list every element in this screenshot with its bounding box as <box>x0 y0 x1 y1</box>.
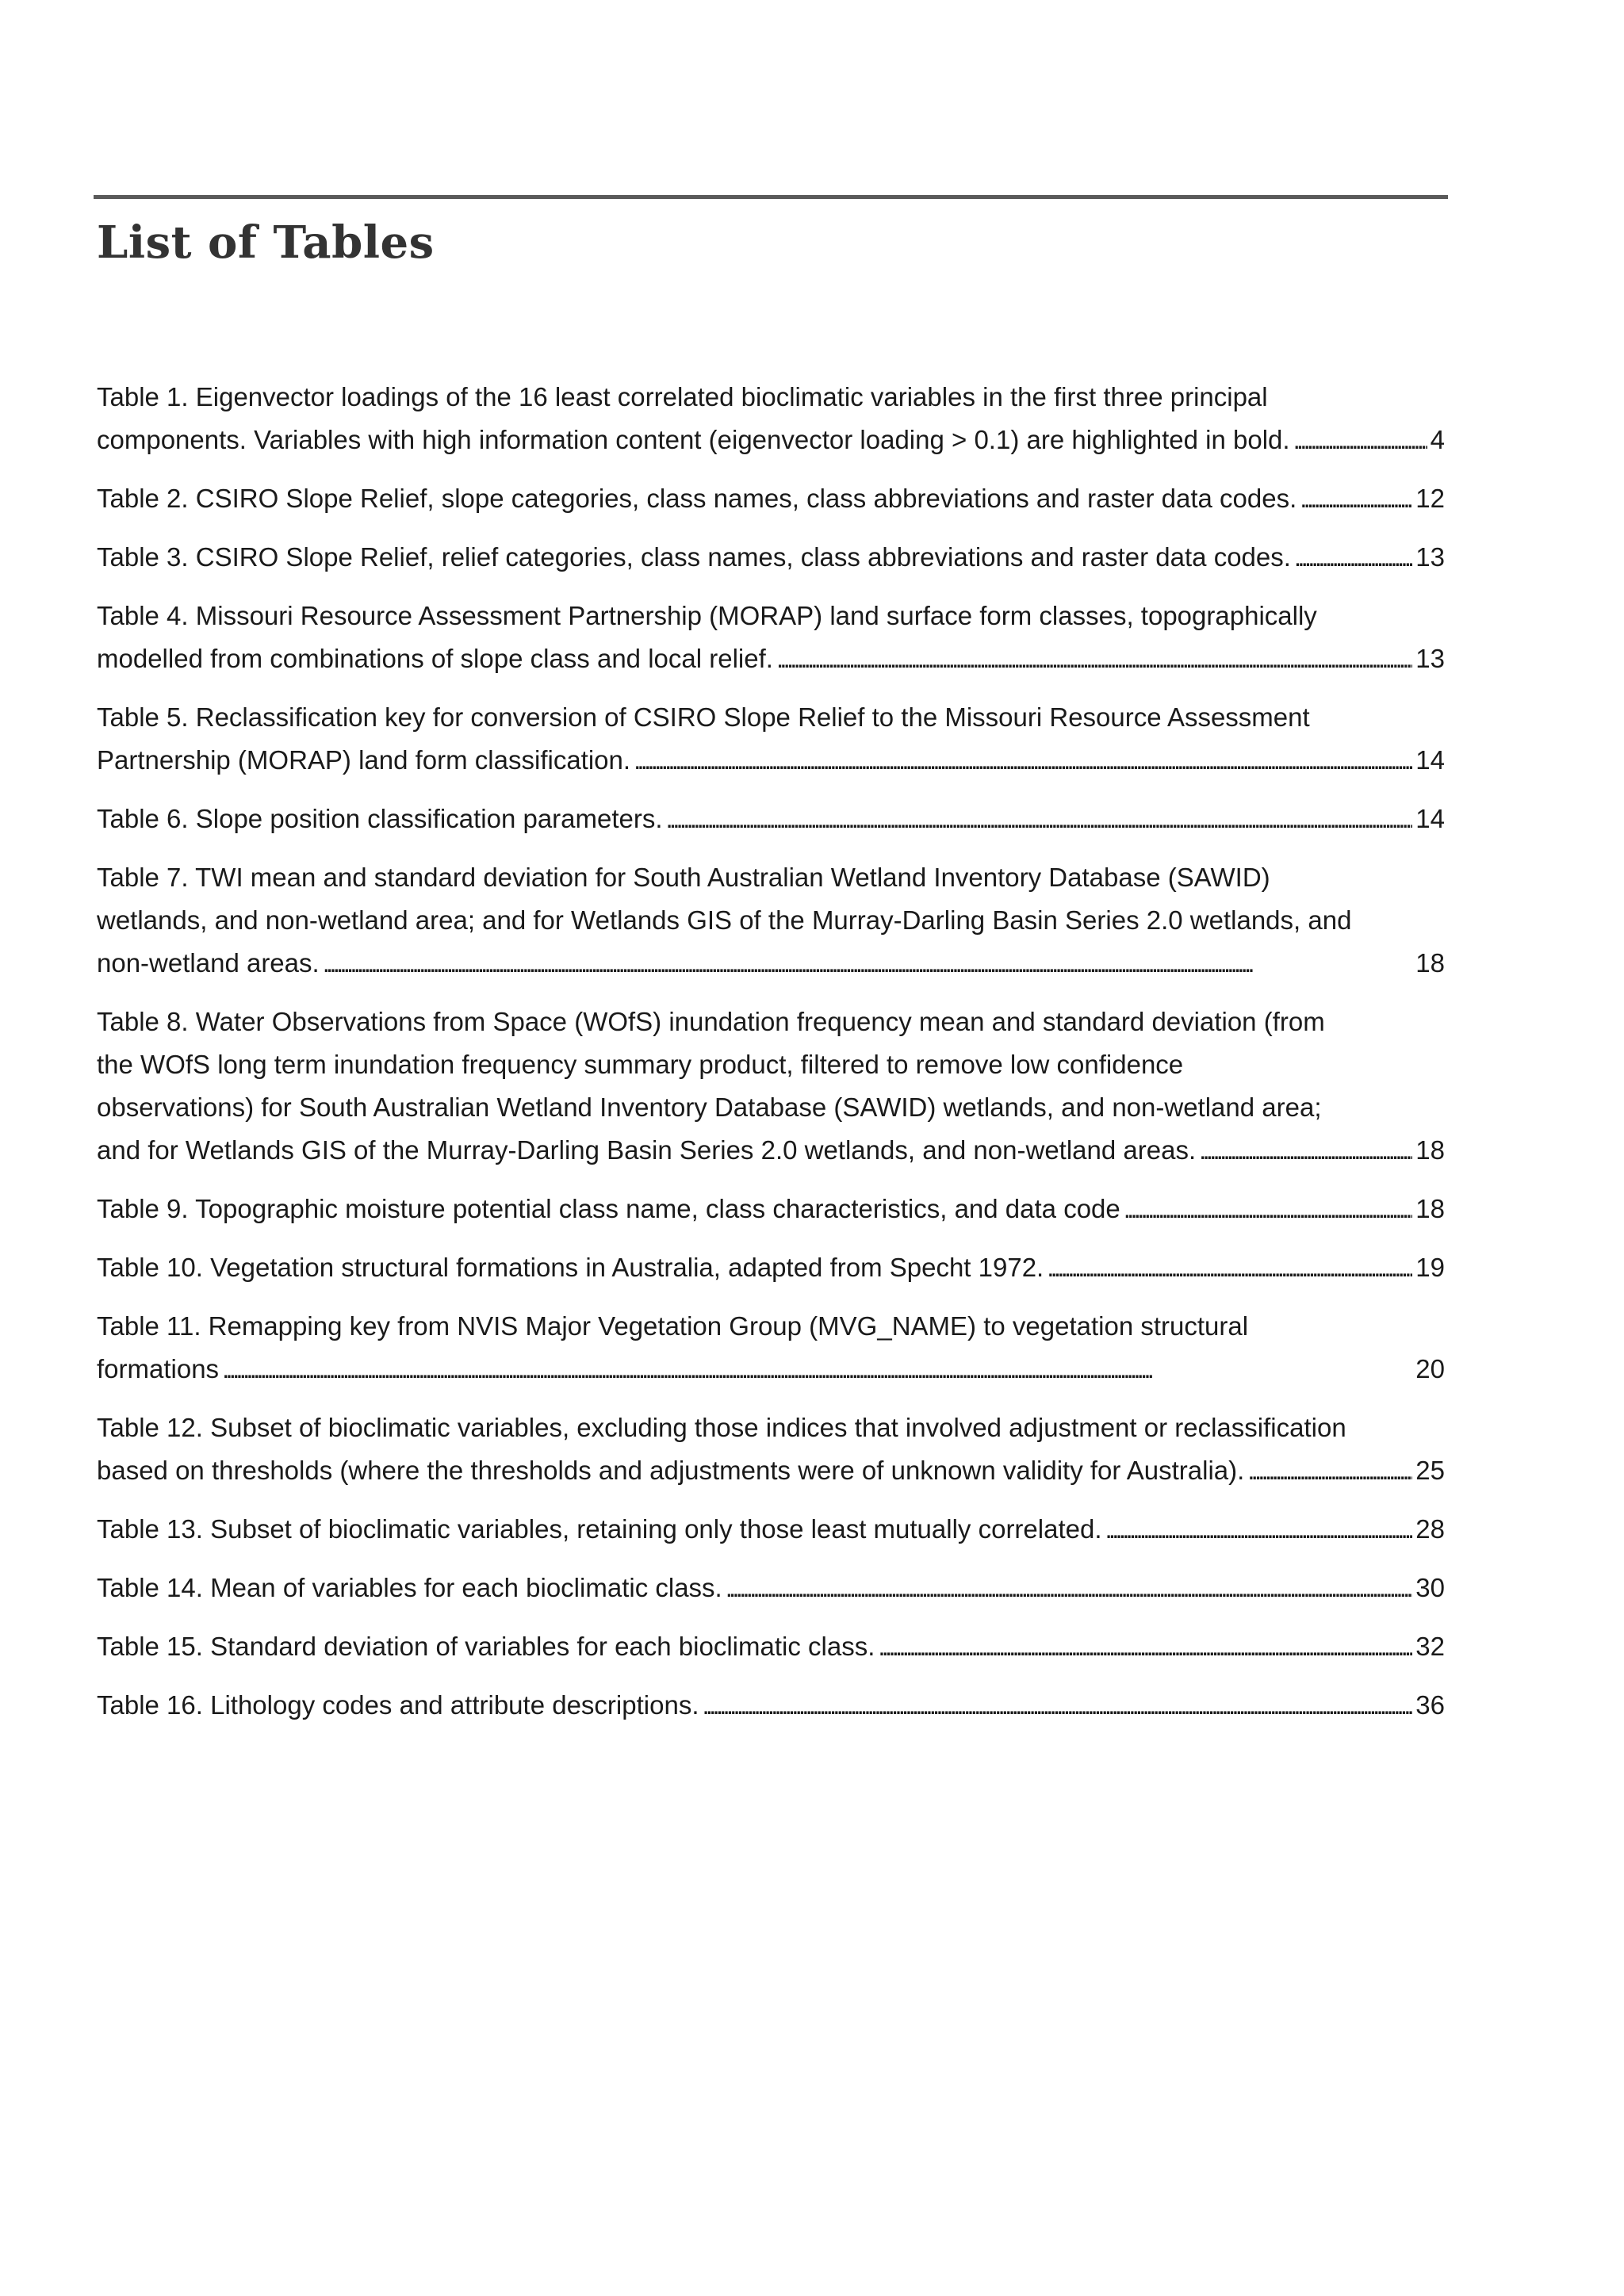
page-number: 4 <box>1430 425 1445 454</box>
dot-leader <box>1294 536 1412 579</box>
toc-entry-line: Table 8. Water Observations from Space (WOfS) inundation frequency mean and standard deviation (from <box>97 1007 1325 1036</box>
dot-leader <box>726 1567 1413 1609</box>
dot-leader <box>666 798 1413 840</box>
toc-entry-title: Table 10. Vegetation structural formations in Australia, adapted from Specht 1972. <box>97 1253 1044 1282</box>
toc-entry[interactable] <box>97 1001 1445 1172</box>
page-number: 13 <box>1415 644 1445 673</box>
page-number: 14 <box>1415 804 1445 833</box>
toc-entry-last-line <box>97 477 1445 520</box>
toc-entry-last-line <box>97 1567 1445 1609</box>
dot-leader <box>776 637 1412 680</box>
toc-entry[interactable] <box>97 696 1445 782</box>
toc-entry-title: Table 9. Topographic moisture potential class name, class characteristics, and data code <box>97 1194 1120 1223</box>
toc-entry[interactable] <box>97 1246 1445 1289</box>
toc-entry[interactable] <box>97 1305 1445 1391</box>
dot-leader <box>878 1625 1412 1668</box>
toc-entry-last-line <box>97 1449 1445 1492</box>
toc-entry[interactable] <box>97 595 1445 680</box>
toc-entry-line: Table 4. Missouri Resource Assessment Partnership (MORAP) land surface form classes, topographically <box>97 601 1317 630</box>
page-number: 36 <box>1415 1690 1445 1720</box>
toc-entry-title: based on thresholds (where the thresholds and adjustments were of unknown validity for Australia). <box>97 1456 1245 1485</box>
dot-leader <box>1247 1449 1412 1492</box>
page-header <box>94 195 1448 269</box>
dot-leader <box>1300 477 1412 520</box>
dot-leader <box>634 739 1412 782</box>
toc-entry[interactable] <box>97 1567 1445 1609</box>
toc-entry[interactable] <box>97 536 1445 579</box>
toc-entry-line: Table 11. Remapping key from NVIS Major Vegetation Group (MVG_NAME) to vegetation structural <box>97 1311 1249 1341</box>
toc-entry-line: wetlands, and non-wetland area; and for Wetlands GIS of the Murray-Darling Basin Series 2.0 wetlands, and <box>97 905 1352 935</box>
dot-leader <box>323 942 1413 985</box>
page-number: 32 <box>1415 1632 1445 1661</box>
toc-entry-line: the WOfS long term inundation frequency summary product, filtered to remove low confidence <box>97 1050 1184 1079</box>
toc-entry-title: non-wetland areas. <box>97 948 320 978</box>
toc-entry[interactable] <box>97 856 1445 985</box>
toc-entry[interactable] <box>97 1508 1445 1551</box>
page-number: 25 <box>1415 1456 1445 1485</box>
toc-entry-last-line <box>97 419 1445 461</box>
page-number: 14 <box>1415 745 1445 775</box>
toc-entry-title: formations <box>97 1354 220 1383</box>
toc-entry-line: observations) for South Australian Wetland Inventory Database (SAWID) wetlands, and non-wetland area; <box>97 1093 1322 1122</box>
toc-entry-title: Table 16. Lithology codes and attribute descriptions. <box>97 1690 699 1720</box>
toc-entry-title: components. Variables with high information content (eigenvector loading > 0.1) are highlighted in bold. <box>97 425 1290 454</box>
toc-entry-title: Table 15. Standard deviation of variables for each bioclimatic class. <box>97 1632 875 1661</box>
toc-entry-last-line <box>97 1129 1445 1172</box>
page-number: 18 <box>1415 948 1445 978</box>
toc-entry[interactable] <box>97 1684 1445 1727</box>
toc-entry-last-line <box>97 1625 1445 1668</box>
heading-rule <box>94 195 1448 199</box>
toc-entry-last-line <box>97 1246 1445 1289</box>
dot-leader <box>222 1348 1412 1391</box>
toc-entry-title: Partnership (MORAP) land form classification. <box>97 745 631 775</box>
toc-entry-last-line <box>97 637 1445 680</box>
page-number: 19 <box>1415 1253 1445 1282</box>
toc-entry-last-line <box>97 536 1445 579</box>
toc-entry-line: Table 5. Reclassification key for conversion of CSIRO Slope Relief to the Missouri Resource Assessment <box>97 702 1310 732</box>
toc-entry[interactable] <box>97 1406 1445 1492</box>
toc-entry-title: modelled from combinations of slope class and local relief. <box>97 644 773 673</box>
page-number: 13 <box>1415 542 1445 572</box>
toc-entry[interactable] <box>97 1188 1445 1230</box>
toc-entry-title: and for Wetlands GIS of the Murray-Darling Basin Series 2.0 wetlands, and non-wetland areas. <box>97 1135 1197 1165</box>
dot-leader <box>702 1684 1412 1727</box>
toc-entry-title: Table 13. Subset of bioclimatic variables, retaining only those least mutually correlated. <box>97 1514 1102 1544</box>
toc-entry[interactable] <box>97 376 1445 461</box>
toc-entry-last-line <box>97 798 1445 840</box>
dot-leader <box>1293 419 1427 461</box>
toc-entry-last-line <box>97 1348 1445 1391</box>
toc-entry-last-line <box>97 1684 1445 1727</box>
page-number: 18 <box>1415 1135 1445 1165</box>
toc-entry-line: Table 1. Eigenvector loadings of the 16 least correlated bioclimatic variables in the first three principal <box>97 382 1268 411</box>
toc-entry[interactable] <box>97 798 1445 840</box>
page-title: List of Tables <box>97 216 435 269</box>
toc-entry-title: Table 6. Slope position classification parameters. <box>97 804 663 833</box>
toc-entry-title: Table 2. CSIRO Slope Relief, slope categories, class names, class abbreviations and raster data codes. <box>97 484 1297 513</box>
list-of-tables <box>97 376 1445 1743</box>
toc-entry-line: Table 7. TWI mean and standard deviation for South Australian Wetland Inventory Database (SAWID) <box>97 863 1270 892</box>
dot-leader <box>1105 1508 1413 1551</box>
page-number: 28 <box>1415 1514 1445 1544</box>
toc-entry-line: Table 12. Subset of bioclimatic variables, excluding those indices that involved adjustment or reclassification <box>97 1413 1346 1442</box>
toc-entry-last-line <box>97 1508 1445 1551</box>
toc-entry-title: Table 3. CSIRO Slope Relief, relief categories, class names, class abbreviations and raster data codes. <box>97 542 1291 572</box>
page-number: 20 <box>1415 1354 1445 1383</box>
page-number: 30 <box>1415 1573 1445 1602</box>
toc-entry-last-line <box>97 739 1445 782</box>
toc-entry[interactable] <box>97 1625 1445 1668</box>
dot-leader <box>1124 1188 1413 1230</box>
dot-leader <box>1047 1246 1412 1289</box>
toc-entry[interactable] <box>97 477 1445 520</box>
page-number: 12 <box>1415 484 1445 513</box>
toc-entry-title: Table 14. Mean of variables for each bioclimatic class. <box>97 1573 722 1602</box>
dot-leader <box>1199 1129 1412 1172</box>
toc-entry-last-line <box>97 942 1445 985</box>
page-number: 18 <box>1415 1194 1445 1223</box>
toc-entry-last-line <box>97 1188 1445 1230</box>
